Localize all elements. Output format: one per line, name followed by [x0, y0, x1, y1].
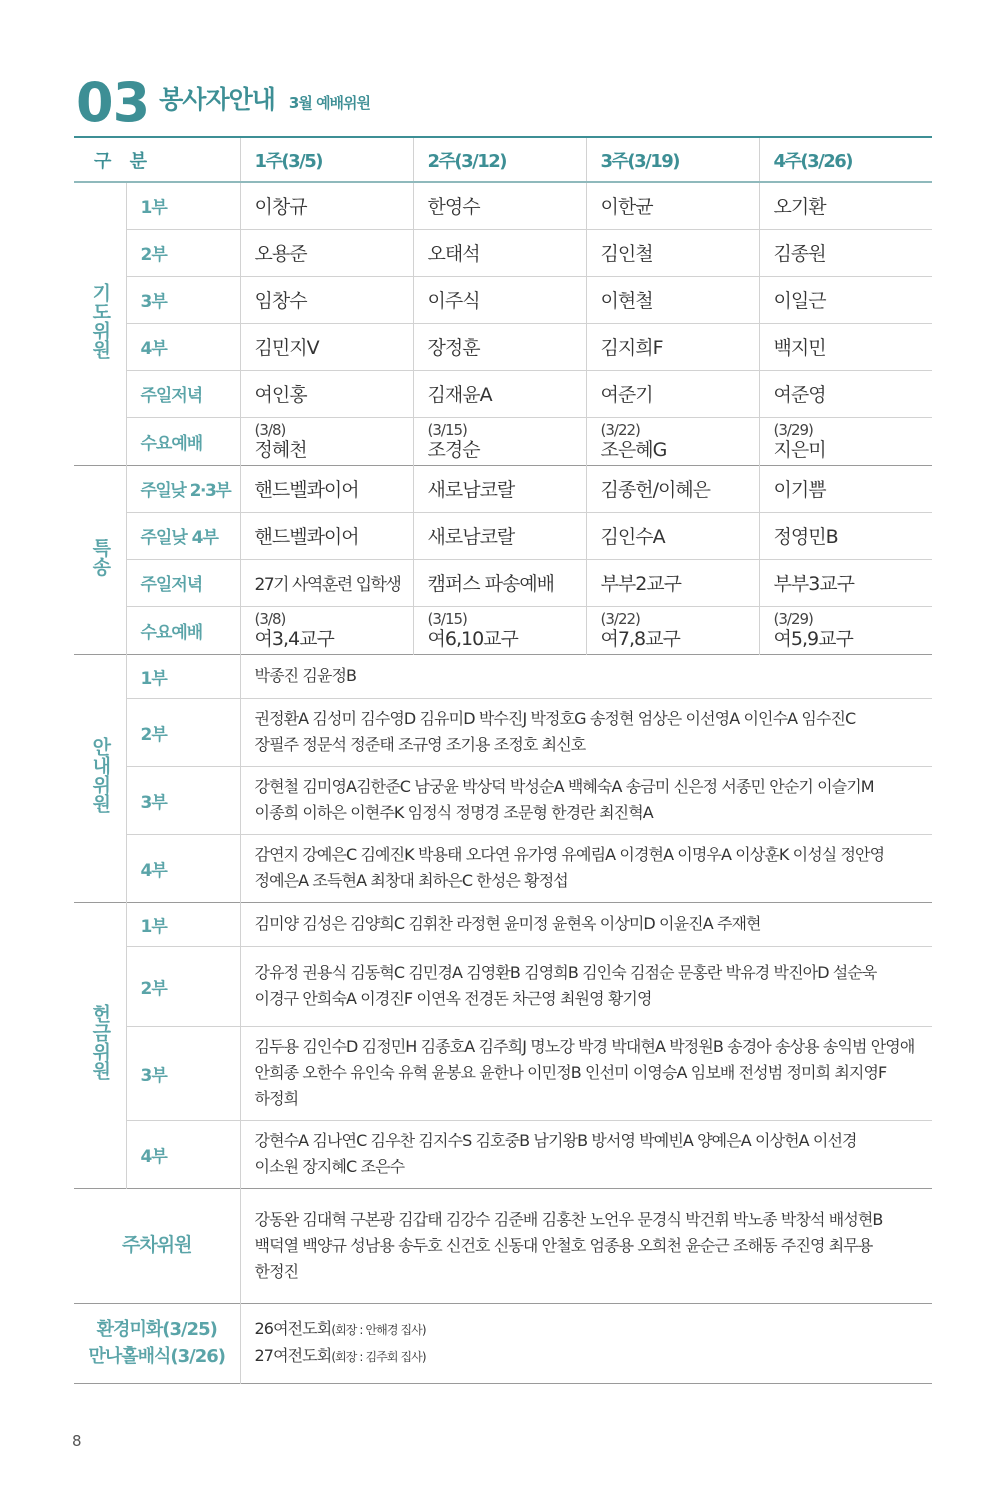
names-line: 감연지 강예은C 김예진K 박용태 오다연 유가영 유예림A 이경현A 이명우A 이상훈K 이성실 정안영	[254, 845, 885, 864]
row-label: 3부	[126, 276, 240, 323]
category-label: 헌금위원	[89, 1004, 112, 1080]
names-cell	[240, 1303, 932, 1383]
table-row	[74, 766, 932, 834]
table-row	[74, 1303, 932, 1383]
row-label: 2부	[126, 946, 240, 1026]
section-header	[76, 71, 371, 134]
table-cell	[413, 417, 586, 465]
table-row	[74, 323, 932, 370]
section-subtitle: 3월 예배위원	[288, 94, 371, 112]
table-row	[74, 698, 932, 766]
names-line	[255, 1316, 933, 1343]
category-line: 환경미화(3/25)	[96, 1319, 217, 1340]
table-cell	[759, 606, 932, 654]
row-label: 주일저녁	[126, 370, 240, 417]
table-cell: 캠퍼스 파송예배	[413, 559, 586, 606]
cell-date: (3/8)	[254, 609, 286, 628]
category-special	[74, 465, 126, 654]
row-label: 3부	[126, 766, 240, 834]
table-cell: 김재윤A	[413, 370, 586, 417]
table-cell: 김민지V	[240, 323, 413, 370]
row-label: 4부	[126, 1120, 240, 1188]
category-parking: 주차위원	[74, 1188, 240, 1303]
names-line: 이종희 이하은 이현주K 임정식 정명경 조문형 한경란 최진혁A	[254, 803, 653, 822]
names-line: 박종진 김윤정B	[254, 666, 357, 685]
table-cell: 여준기	[586, 370, 759, 417]
table-cell: 부부3교구	[759, 559, 932, 606]
cell-name: 여3,4교구	[254, 627, 334, 650]
cell-date: (3/15)	[427, 609, 467, 628]
names-line: 이경구 안희숙A 이경진F 이연옥 전경돈 차근영 최원영 황기영	[254, 989, 652, 1008]
row-label: 주일저녁	[126, 559, 240, 606]
table-cell: 김인철	[586, 229, 759, 276]
row-label: 4부	[126, 323, 240, 370]
table-row	[74, 370, 932, 417]
page-number: 8	[72, 1432, 82, 1450]
names-cell	[240, 1120, 932, 1188]
category-usher	[74, 654, 126, 902]
row-label: 4부	[126, 834, 240, 902]
cell-date: (3/22)	[600, 609, 640, 628]
category-line: 만나홀배식(3/26)	[88, 1346, 226, 1367]
cell-name: 조은혜G	[600, 438, 667, 461]
names-cell	[240, 654, 932, 698]
names-cell	[240, 698, 932, 766]
row-label: 주일낮 2·3부	[126, 465, 240, 512]
category-label: 안내위원	[89, 737, 112, 813]
cell-name: 조경순	[427, 438, 480, 461]
names-line: 김두용 김인수D 김정민H 김종호A 김주희J 명노강 박경 박대현A 박정원B 송경아 송상용 송익범 안영애	[254, 1037, 915, 1056]
header-week-3: 3주(3/19)	[586, 137, 759, 182]
table-cell: 이창규	[240, 182, 413, 229]
table-row	[74, 654, 932, 698]
names-line: 강현철 김미영A김한준C 남궁윤 박상덕 박성순A 백혜숙A 송금미 신은정 서종민 안순기 이슬기M	[254, 777, 874, 796]
category-label: 기도위원	[89, 282, 112, 359]
names-line: 강유정 권용식 김동혁C 김민경A 김영환B 김영희B 김인숙 김점순 문홍란 박유경 박진아D 설순욱	[254, 963, 877, 982]
row-label: 2부	[126, 229, 240, 276]
table-cell: 부부2교구	[586, 559, 759, 606]
cell-name: 정혜천	[254, 438, 307, 461]
table-cell: 이주식	[413, 276, 586, 323]
table-cell: 김종헌/이혜은	[586, 465, 759, 512]
names-cell	[240, 1188, 932, 1303]
names-cell	[240, 766, 932, 834]
names-cell	[240, 946, 932, 1026]
table-row	[74, 606, 932, 654]
cell-name: 여5,9교구	[773, 627, 853, 650]
names-cell	[240, 834, 932, 902]
names-cell	[240, 902, 932, 946]
table-cell: 핸드벨콰이어	[240, 465, 413, 512]
cell-name: 여7,8교구	[600, 627, 680, 650]
table-row	[74, 834, 932, 902]
table-row	[74, 946, 932, 1026]
table-cell: 김인수A	[586, 512, 759, 559]
row-label: 1부	[126, 654, 240, 698]
row-label: 수요예배	[126, 606, 240, 654]
table-cell: 김종원	[759, 229, 932, 276]
category-label: 특송	[89, 537, 112, 576]
table-row	[74, 902, 932, 946]
cell-date: (3/29)	[773, 420, 813, 439]
table-cell: 이현철	[586, 276, 759, 323]
names-line: 하정희	[254, 1089, 299, 1108]
names-line: 김미양 김성은 김양희C 김휘찬 라정현 윤미정 윤현옥 이상미D 이윤진A 주재현	[254, 914, 761, 933]
table-cell	[586, 606, 759, 654]
header-week-2: 2주(3/12)	[413, 137, 586, 182]
category-environment	[74, 1303, 240, 1383]
volunteer-table	[74, 136, 932, 1384]
table-header-row	[74, 137, 932, 182]
cell-name: 여6,10교구	[427, 627, 518, 650]
table-cell	[240, 606, 413, 654]
names-line: 이소원 장지혜C 조은수	[254, 1157, 405, 1176]
table-cell: 오기환	[759, 182, 932, 229]
group-name: 27여전도회	[254, 1346, 332, 1365]
table-row	[74, 229, 932, 276]
row-label: 주일낮 4부	[126, 512, 240, 559]
row-label: 1부	[126, 182, 240, 229]
table-cell: 핸드벨콰이어	[240, 512, 413, 559]
category-offering	[74, 902, 126, 1188]
table-cell: 오용준	[240, 229, 413, 276]
cell-date: (3/22)	[600, 420, 640, 439]
table-cell: 이기쁨	[759, 465, 932, 512]
table-cell: 정영민B	[759, 512, 932, 559]
table-cell: 이일근	[759, 276, 932, 323]
names-line: 백덕열 백양규 성남용 송두호 신건호 신동대 안철호 엄종용 오희천 윤순근 조해동 주진영 최무용	[254, 1235, 873, 1255]
header-category: 구 분	[94, 150, 154, 172]
names-line: 안희종 오한수 유인숙 유혁 윤봉요 윤한나 이민정B 인선미 이영승A 임보배 전성범 정미희 최지영F	[254, 1063, 887, 1082]
row-label: 3부	[126, 1026, 240, 1120]
table-cell: 27기 사역훈련 입학생	[240, 559, 413, 606]
table-cell: 오태석	[413, 229, 586, 276]
section-number: 03	[76, 71, 150, 134]
header-week-1: 1주(3/5)	[240, 137, 413, 182]
section-title: 봉사자안내	[159, 85, 275, 114]
table-row	[74, 1188, 932, 1303]
row-label: 수요예배	[126, 417, 240, 465]
table-cell	[586, 417, 759, 465]
row-label: 1부	[126, 902, 240, 946]
group-note: (회장 : 안해경 집사)	[331, 1323, 426, 1337]
table-row	[74, 559, 932, 606]
table-cell: 한영수	[413, 182, 586, 229]
group-note: (회장 : 김주회 집사)	[331, 1350, 426, 1364]
table-cell: 임창수	[240, 276, 413, 323]
names-line: 한정진	[254, 1261, 299, 1281]
cell-date: (3/15)	[427, 420, 467, 439]
table-cell	[413, 606, 586, 654]
table-row	[74, 182, 932, 229]
names-line: 강현수A 김나연C 김우찬 김지수S 김호중B 남기왕B 방서영 박예빈A 양예은A 이상헌A 이선경	[254, 1131, 857, 1150]
row-label: 2부	[126, 698, 240, 766]
category-prayer	[74, 182, 126, 465]
table-cell: 새로남코랄	[413, 512, 586, 559]
names-line: 강동완 김대혁 구본광 김갑태 김강수 김준배 김홍찬 노언우 문경식 박건휘 박노종 박창석 배성현B	[254, 1209, 883, 1229]
table-row	[74, 512, 932, 559]
names-line	[255, 1343, 933, 1370]
cell-date: (3/8)	[254, 420, 286, 439]
names-cell	[240, 1026, 932, 1120]
table-row	[74, 276, 932, 323]
names-line: 정예은A 조득현A 최창대 최하은C 한성은 황정섭	[254, 871, 568, 890]
header-week-4: 4주(3/26)	[759, 137, 932, 182]
table-row	[74, 1026, 932, 1120]
table-cell: 새로남코랄	[413, 465, 586, 512]
table-cell	[240, 417, 413, 465]
cell-date: (3/29)	[773, 609, 813, 628]
table-cell: 김지희F	[586, 323, 759, 370]
group-name: 26여전도회	[254, 1319, 332, 1338]
table-cell: 여준영	[759, 370, 932, 417]
cell-name: 지은미	[773, 438, 826, 461]
table-cell: 여인홍	[240, 370, 413, 417]
table-row	[74, 417, 932, 465]
table-row	[74, 1120, 932, 1188]
table-row	[74, 465, 932, 512]
table-cell	[759, 417, 932, 465]
table-cell: 이한균	[586, 182, 759, 229]
table-cell: 백지민	[759, 323, 932, 370]
names-line: 권정환A 김성미 김수영D 김유미D 박수진J 박정호G 송정현 엄상은 이선영A 이인수A 임수진C	[254, 709, 856, 728]
table-cell: 장정훈	[413, 323, 586, 370]
names-line: 장필주 정문석 정준태 조규영 조기용 조정호 최신호	[254, 735, 586, 754]
